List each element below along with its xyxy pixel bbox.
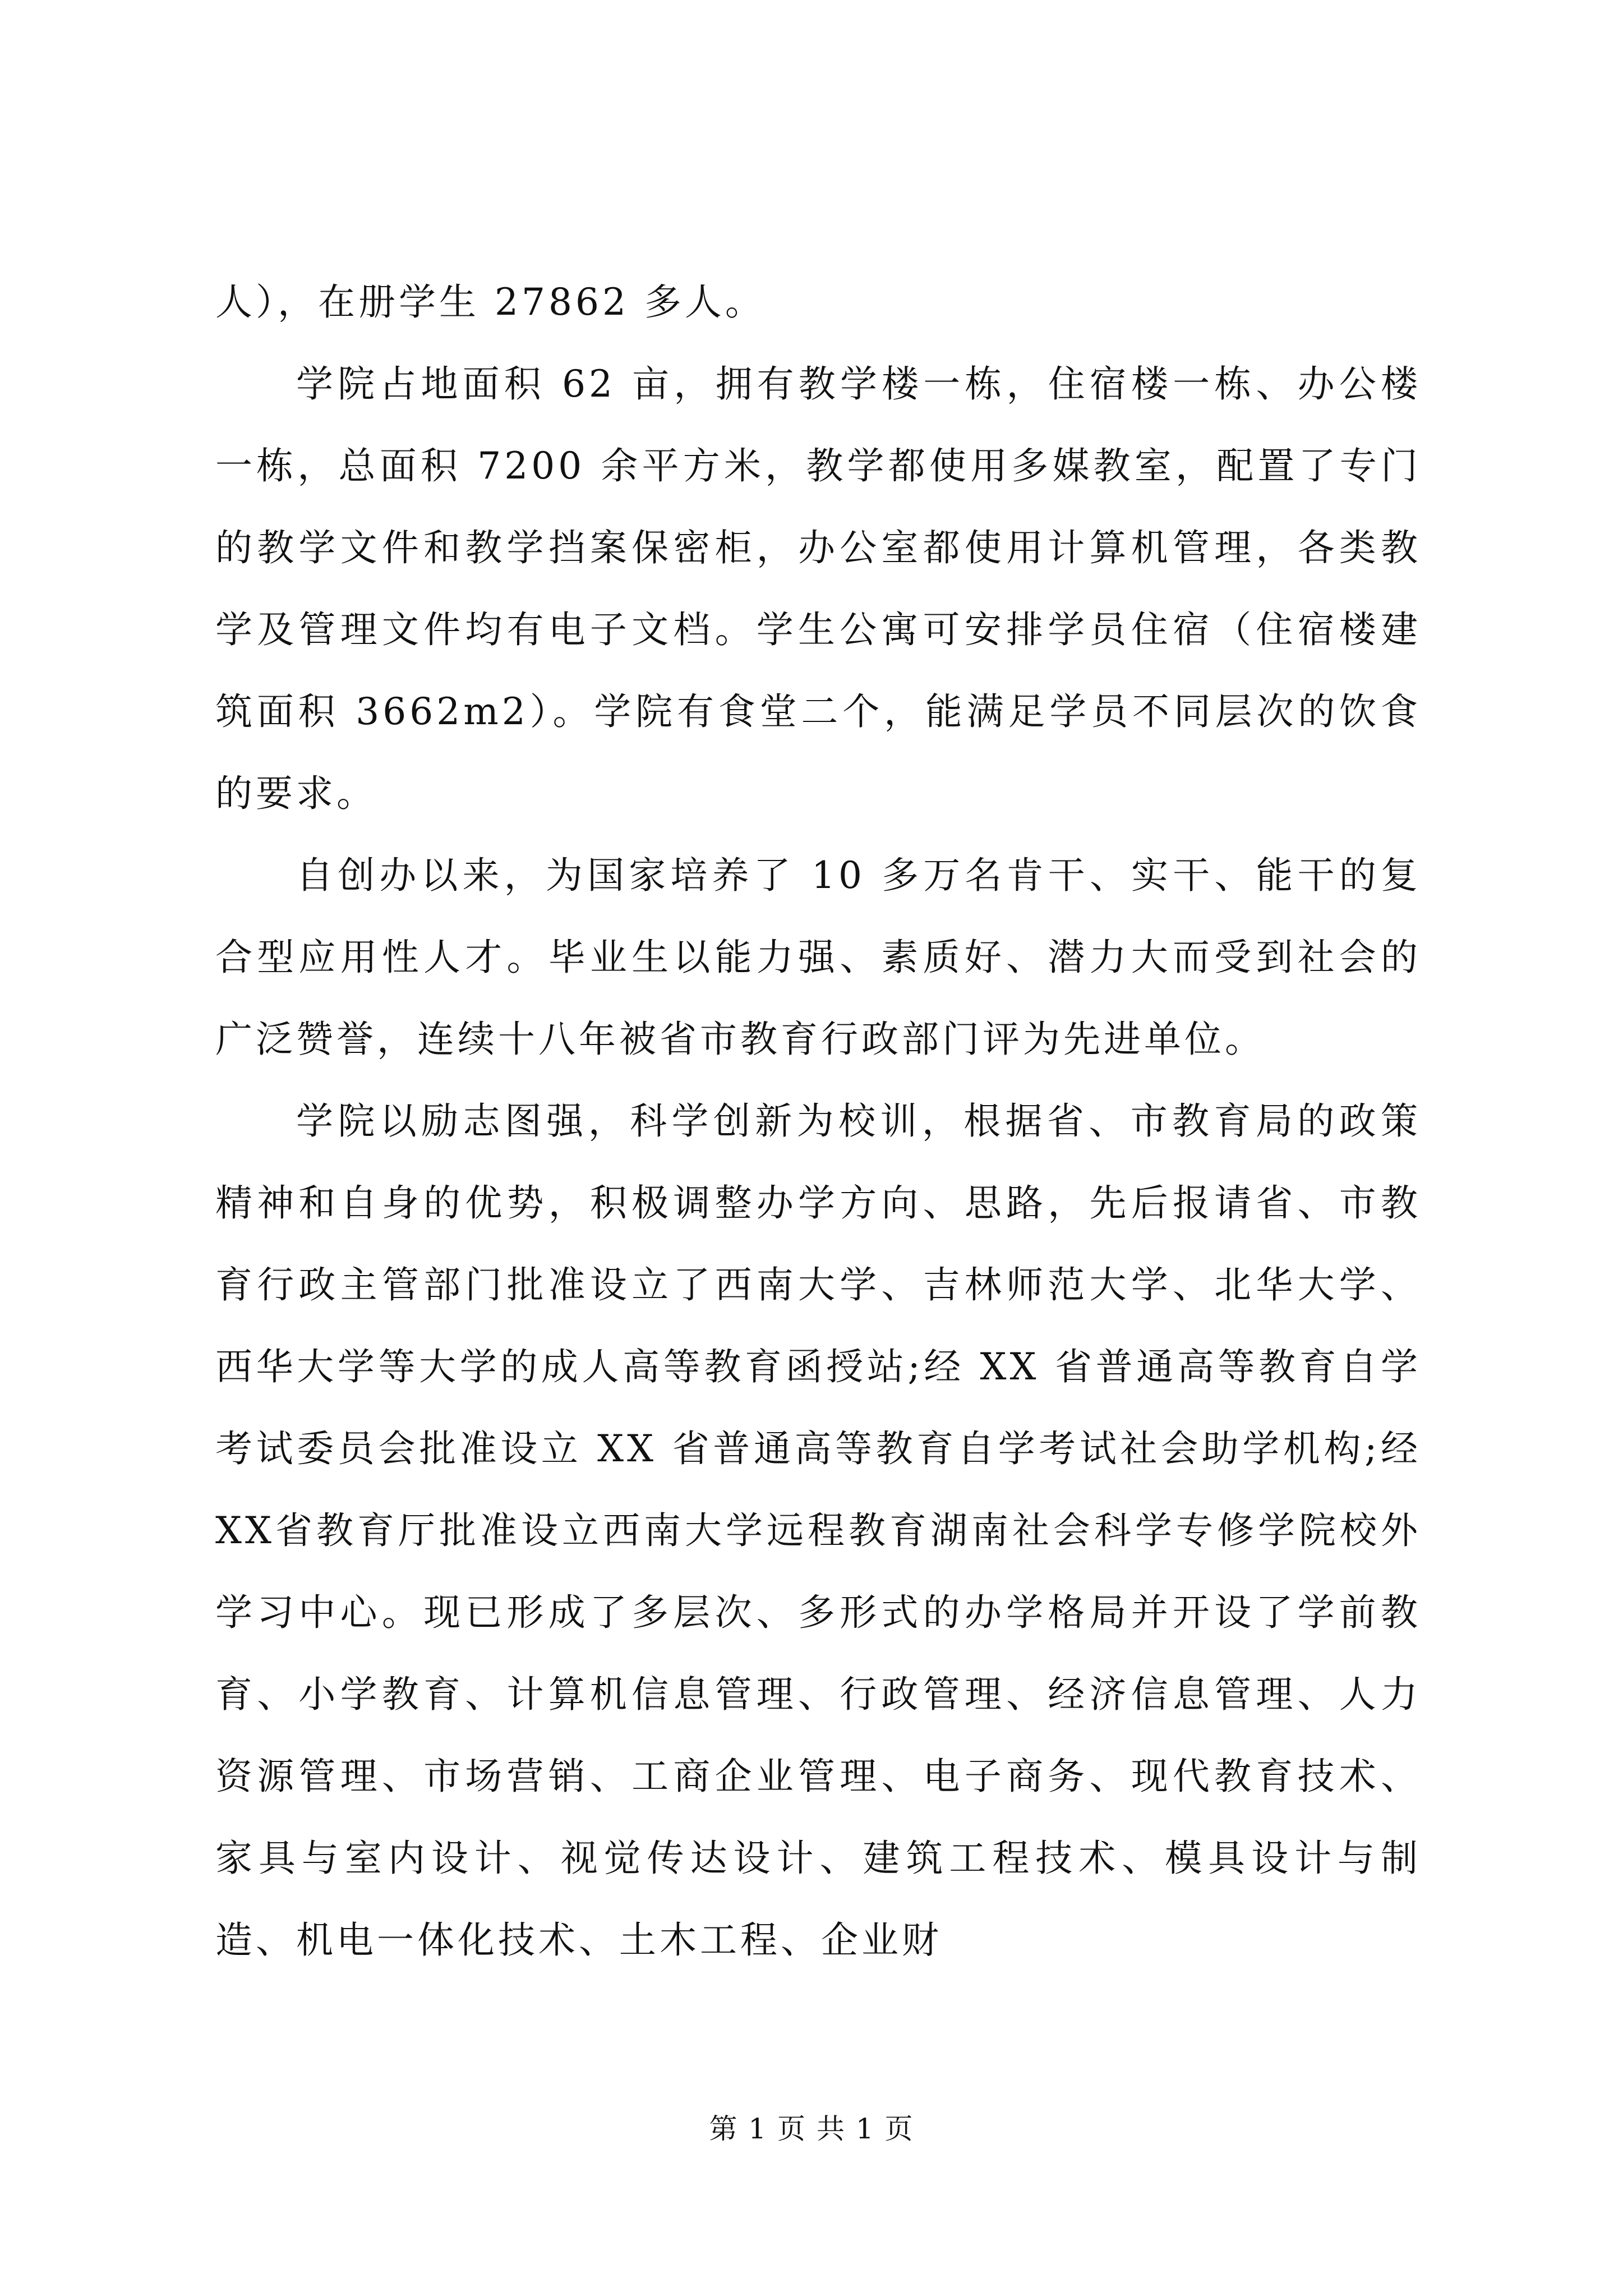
paragraph-4: 学院以励志图强，科学创新为校训，根据省、市教育局的政策精神和自身的优势，积极调整办学方向、思路，先后报请省、市教育行政主管部门批准设立了西南大学、吉林师范大学、北华大学、西华大学等大学的成人高等教育函授站;经 XX 省普通高等教育自学考试委员会批准设立 XX 省普通高等教育自学考试社会助学机构;经XX省教育厅批准设立西南大学远程教育湖南社会科学专修学院校外学习中心。现已形成了多层次、多形式的办学格局并开设了学前教育、小学教育、计算机信息管理、行政管理、经济信息管理、人力资源管理、市场营销、工商企业管理、电子商务、现代教育技术、家具与室内设计、视觉传达设计、建筑工程技术、模具设计与制造、机电一体化技术、土木工程、企业财 (215, 1099, 1421, 1962)
page-footer: 第 1 页 共 1 页 (709, 2113, 914, 2145)
document-body (215, 261, 1421, 1981)
paragraph-2: 学院占地面积 62 亩，拥有教学楼一栋，住宿楼一栋、办公楼一栋，总面积 7200 余平方米，教学都使用多媒教室，配置了专门的教学文件和教学挡案保密柜，办公室都使用计算机管理，各类教学及管理文件均有电子文档。学生公寓可安排学员住宿（住宿楼建筑面积 3662m2）。学院有食堂二个，能满足学员不同层次的饮食的要求。 (215, 362, 1421, 815)
paragraph-3: 自创办以来，为国家培养了 10 多万名肯干、实干、能干的复合型应用性人才。毕业生以能力强、素质好、潜力大而受到社会的广泛赞誉，连续十八年被省市教育行政部门评为先进单位。 (215, 854, 1421, 1061)
paragraph-1: 人），在册学生 27862 多人。 (215, 280, 766, 324)
